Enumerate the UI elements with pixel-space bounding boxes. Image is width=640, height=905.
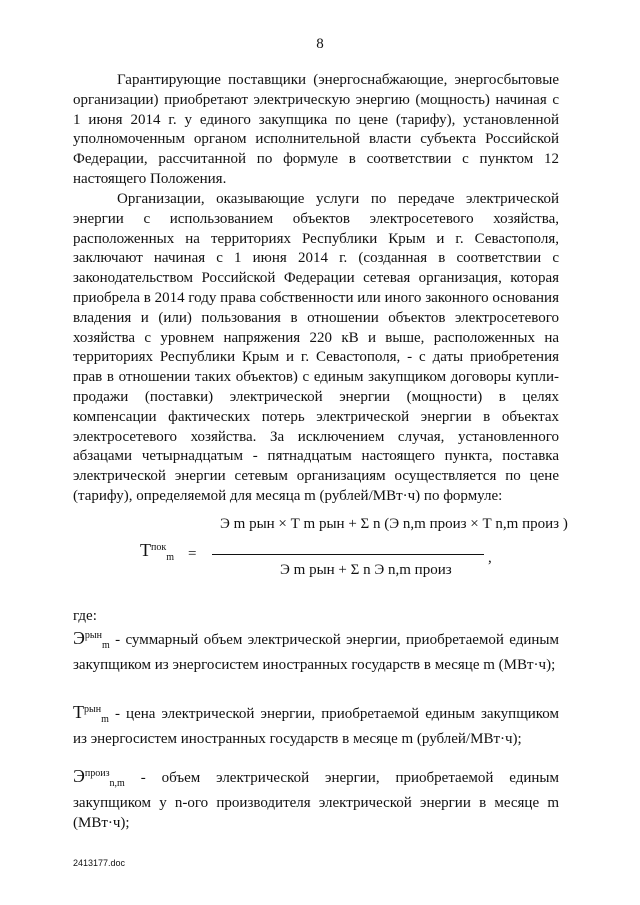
- page-number: 8: [316, 36, 324, 52]
- formula-denominator: Э m рын + Σ n Э n,m произ: [280, 562, 452, 578]
- price-formula: [130, 516, 568, 596]
- fraction-bar: [212, 554, 484, 555]
- definition-energy-foreign: $Э^{рын}_m$ - суммарный объем электрической энергии, приобретаемой единым закупщиком из энергосистем иностранных государств в месяце m (МВт·ч);: [73, 628, 559, 673]
- where-label: где:: [73, 608, 97, 624]
- document-filename: 2413177.doc: [73, 858, 126, 868]
- formula-lhs: $Т^{пок}_m$: [140, 540, 174, 563]
- paragraph-guaranteeing-suppliers: Гарантирующие поставщики (энергоснабжающие, энергосбытовые организации) приобретают электрическую энергию (мощность) начиная с 1 июня 2014 г. у единого закупщика по цене (тарифу), установленной уполномоченным органом исполнительной власти субъекта Российской Федерации, рассчитанной по формуле в соответствии с пунктом 12 настоящего Положения.: [73, 72, 559, 187]
- definition-energy-producer: $Э^{произ}_{n,m}$ - объем электрической энергии, приобретаемой единым закупщиком у n-ого производителя электрической энергии в месяце m (МВт·ч);: [73, 766, 559, 831]
- formula-equals: =: [188, 546, 197, 562]
- formula-comma: ,: [488, 550, 492, 566]
- definition-price-foreign: $Т^{рын}_m$ - цена электрической энергии, приобретаемой единым закупщиком из энергосистем иностранных государств в месяце m (рублей/МВт·ч);: [73, 702, 560, 747]
- paragraph-network-organizations: Организации, оказывающие услуги по передаче электрической энергии с использованием объектов электросетевого хозяйства, расположенных на территориях Республики Крым и г. Севастополя, заключают начиная с 1 июня 2014 г. (созданная в соответствии с законодательством Российской Федерации сетевая организация, которая приобрела в 2014 году права собственности или иного законного основания владения и (или) пользования в отношении объектов электросетевого хозяйства с уровнем напряжения 220 кВ и выше, расположенных на территориях Республики Крым и г. Севастополя, - с даты приобретения прав в отношении таких объектов) с единым закупщиком договоры купли-продажи (поставки) электрической энергии (мощности) в целях компенсации фактических потерь электрической энергии в объектах электросетевого хозяйства. За исключением случая, установленного абзацами четырнадцатым - пятнадцатым настоящего пункта, поставка электрической энергии сетевым организациям осуществляется по цене (тарифу), определяемой для месяца m (рублей/МВт·ч) по формуле:: [73, 191, 559, 504]
- formula-numerator: Э m рын × Т m рын + Σ n (Э n,m произ × Т n,m произ ): [220, 516, 568, 532]
